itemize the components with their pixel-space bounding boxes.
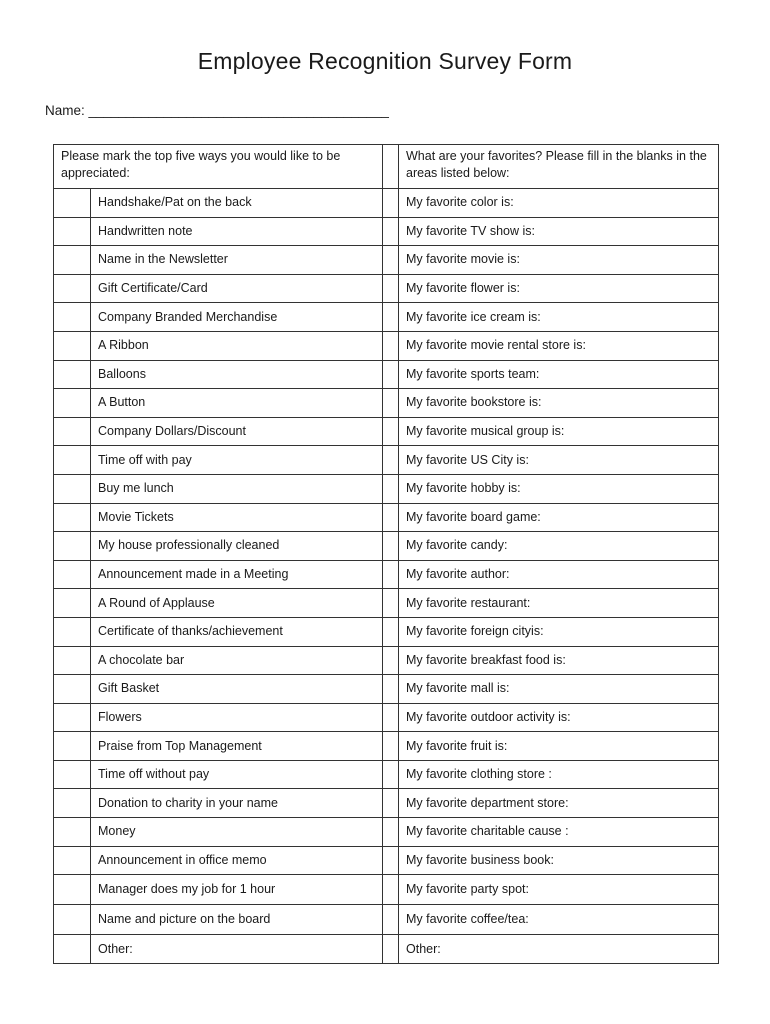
checkbox-cell[interactable]: [54, 818, 91, 847]
appreciation-option: Gift Basket: [91, 675, 383, 704]
table-row: [54, 474, 719, 503]
checkbox-cell[interactable]: [54, 389, 91, 418]
favorite-blank[interactable]: My favorite foreign cityis:: [399, 617, 719, 646]
gap-cell: [383, 703, 399, 732]
appreciation-option: A Round of Applause: [91, 589, 383, 618]
favorite-blank[interactable]: My favorite sports team:: [399, 360, 719, 389]
appreciation-option: Other:: [91, 935, 383, 964]
favorite-blank[interactable]: My favorite breakfast food is:: [399, 646, 719, 675]
favorite-blank[interactable]: My favorite clothing store :: [399, 760, 719, 789]
appreciation-option: Praise from Top Management: [91, 732, 383, 761]
table-row: [54, 360, 719, 389]
appreciation-option: Movie Tickets: [91, 503, 383, 532]
favorite-blank[interactable]: Other:: [399, 935, 719, 964]
checkbox-cell[interactable]: [54, 417, 91, 446]
checkbox-cell[interactable]: [54, 503, 91, 532]
gap-cell: [383, 846, 399, 875]
name-field[interactable]: Name: ________________________________________: [45, 103, 389, 118]
appreciation-option: Company Branded Merchandise: [91, 303, 383, 332]
table-row: [54, 331, 719, 360]
gap-cell: [383, 646, 399, 675]
table-row: [54, 389, 719, 418]
gap-cell: [383, 246, 399, 275]
appreciation-option: Handwritten note: [91, 217, 383, 246]
appreciation-option: Name in the Newsletter: [91, 246, 383, 275]
appreciation-option: Company Dollars/Discount: [91, 417, 383, 446]
table-row: [54, 846, 719, 875]
appreciation-option: Gift Certificate/Card: [91, 274, 383, 303]
favorite-blank[interactable]: My favorite outdoor activity is:: [399, 703, 719, 732]
table-row: [54, 646, 719, 675]
right-column-header: What are your favorites? Please fill in the blanks in the areas listed below:: [399, 145, 719, 189]
appreciation-option: Donation to charity in your name: [91, 789, 383, 818]
table-row: [54, 703, 719, 732]
checkbox-cell[interactable]: [54, 303, 91, 332]
favorite-blank[interactable]: My favorite department store:: [399, 789, 719, 818]
checkbox-cell[interactable]: [54, 789, 91, 818]
gap-cell: [383, 905, 399, 935]
checkbox-cell[interactable]: [54, 846, 91, 875]
appreciation-option: A chocolate bar: [91, 646, 383, 675]
gap-cell: [383, 789, 399, 818]
favorite-blank[interactable]: My favorite restaurant:: [399, 589, 719, 618]
gap-cell: [383, 446, 399, 475]
table-row: [54, 935, 719, 964]
table-row: [54, 189, 719, 218]
gap-cell: [383, 474, 399, 503]
gap-cell: [383, 760, 399, 789]
table-row: [54, 875, 719, 905]
favorite-blank[interactable]: My favorite hobby is:: [399, 474, 719, 503]
favorite-blank[interactable]: My favorite candy:: [399, 532, 719, 561]
favorite-blank[interactable]: My favorite mall is:: [399, 675, 719, 704]
checkbox-cell[interactable]: [54, 360, 91, 389]
gap-cell: [383, 331, 399, 360]
gap-cell: [383, 274, 399, 303]
table-row: [54, 617, 719, 646]
gap-cell: [383, 417, 399, 446]
gap-cell: [383, 303, 399, 332]
appreciation-option: Time off without pay: [91, 760, 383, 789]
favorite-blank[interactable]: My favorite board game:: [399, 503, 719, 532]
favorite-blank[interactable]: My favorite charitable cause :: [399, 818, 719, 847]
gap-cell: [383, 360, 399, 389]
checkbox-cell[interactable]: [54, 217, 91, 246]
gap-cell: [383, 532, 399, 561]
checkbox-cell[interactable]: [54, 589, 91, 618]
checkbox-cell[interactable]: [54, 560, 91, 589]
gap-cell: [383, 560, 399, 589]
appreciation-option: Announcement made in a Meeting: [91, 560, 383, 589]
favorite-blank[interactable]: My favorite business book:: [399, 846, 719, 875]
appreciation-option: A Ribbon: [91, 331, 383, 360]
checkbox-cell[interactable]: [54, 760, 91, 789]
favorite-blank[interactable]: My favorite party spot:: [399, 875, 719, 905]
gap-cell: [383, 189, 399, 218]
checkbox-cell[interactable]: [54, 875, 91, 905]
favorite-blank[interactable]: My favorite US City is:: [399, 446, 719, 475]
table-row: [54, 303, 719, 332]
table-header-row: [54, 145, 719, 189]
table-row: [54, 732, 719, 761]
table-row: [54, 760, 719, 789]
table-row: [54, 589, 719, 618]
checkbox-cell[interactable]: [54, 274, 91, 303]
table-row: [54, 274, 719, 303]
survey-table: [53, 144, 719, 964]
favorite-blank[interactable]: My favorite ice cream is:: [399, 303, 719, 332]
appreciation-option: Name and picture on the board: [91, 905, 383, 935]
checkbox-cell[interactable]: [54, 474, 91, 503]
favorite-blank[interactable]: My favorite movie rental store is:: [399, 331, 719, 360]
gap-cell: [383, 617, 399, 646]
checkbox-cell[interactable]: [54, 935, 91, 964]
checkbox-cell[interactable]: [54, 703, 91, 732]
favorite-blank[interactable]: My favorite coffee/tea:: [399, 905, 719, 935]
favorite-blank[interactable]: My favorite bookstore is:: [399, 389, 719, 418]
table-row: [54, 818, 719, 847]
table-row: [54, 446, 719, 475]
checkbox-cell[interactable]: [54, 905, 91, 935]
checkbox-cell[interactable]: [54, 532, 91, 561]
page-title: Employee Recognition Survey Form: [197, 48, 573, 74]
left-column-header: Please mark the top five ways you would like to be appreciated:: [54, 145, 383, 189]
gap-cell: [383, 589, 399, 618]
checkbox-cell[interactable]: [54, 617, 91, 646]
favorite-blank[interactable]: My favorite flower is:: [399, 274, 719, 303]
gap-cell: [383, 217, 399, 246]
appreciation-option: A Button: [91, 389, 383, 418]
appreciation-option: Time off with pay: [91, 446, 383, 475]
favorite-blank[interactable]: My favorite author:: [399, 560, 719, 589]
appreciation-option: Money: [91, 818, 383, 847]
favorite-blank[interactable]: My favorite color is:: [399, 189, 719, 218]
checkbox-cell[interactable]: [54, 189, 91, 218]
checkbox-cell[interactable]: [54, 646, 91, 675]
table-row: [54, 675, 719, 704]
appreciation-option: Announcement in office memo: [91, 846, 383, 875]
gap-cell: [383, 389, 399, 418]
checkbox-cell[interactable]: [54, 331, 91, 360]
favorite-blank[interactable]: My favorite movie is:: [399, 246, 719, 275]
gap-cell: [383, 818, 399, 847]
table-row: [54, 503, 719, 532]
table-row: [54, 246, 719, 275]
checkbox-cell[interactable]: [54, 675, 91, 704]
appreciation-option: Manager does my job for 1 hour: [91, 875, 383, 905]
favorite-blank[interactable]: My favorite musical group is:: [399, 417, 719, 446]
gap-cell: [383, 503, 399, 532]
gap-cell: [383, 935, 399, 964]
table-row: [54, 789, 719, 818]
appreciation-option: Balloons: [91, 360, 383, 389]
favorite-blank[interactable]: My favorite fruit is:: [399, 732, 719, 761]
appreciation-option: Certificate of thanks/achievement: [91, 617, 383, 646]
checkbox-cell[interactable]: [54, 446, 91, 475]
appreciation-option: Flowers: [91, 703, 383, 732]
gap-cell: [383, 875, 399, 905]
table-row: [54, 417, 719, 446]
table-row: [54, 217, 719, 246]
gap-cell: [383, 732, 399, 761]
appreciation-option: Buy me lunch: [91, 474, 383, 503]
table-row: [54, 905, 719, 935]
checkbox-cell[interactable]: [54, 246, 91, 275]
appreciation-option: Handshake/Pat on the back: [91, 189, 383, 218]
favorite-blank[interactable]: My favorite TV show is:: [399, 217, 719, 246]
table-row: [54, 560, 719, 589]
gap-cell: [383, 675, 399, 704]
table-row: [54, 532, 719, 561]
checkbox-cell[interactable]: [54, 732, 91, 761]
appreciation-option: My house professionally cleaned: [91, 532, 383, 561]
gap-cell: [383, 145, 399, 189]
